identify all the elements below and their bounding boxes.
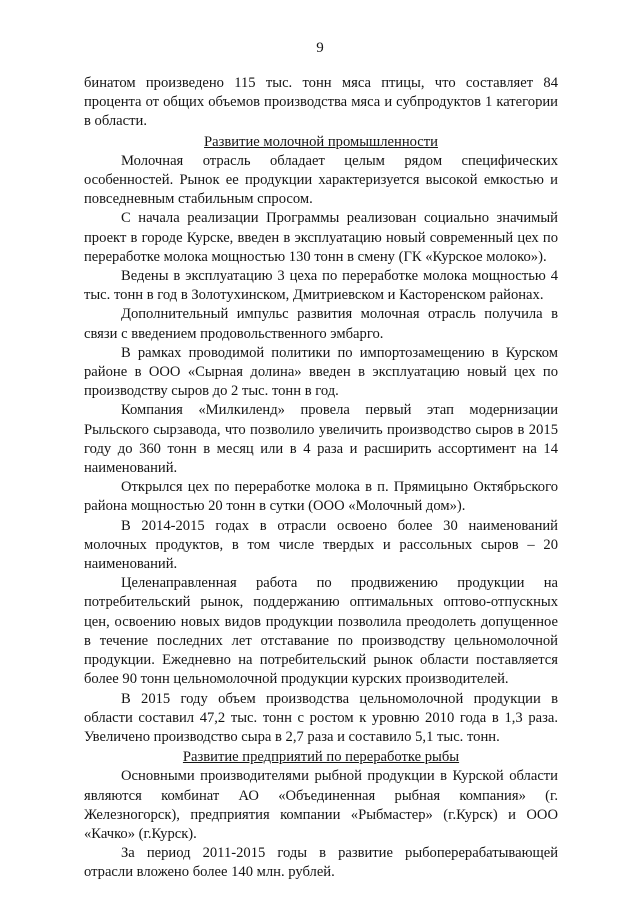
dairy-paragraph-2: С начала реализации Программы реализован социально значимый проект в городе Курске, введен в эксплуатацию новый современный цех по переработке молока мощностью 130 тонн в смену (ГК «Курское молоко»). — [84, 210, 558, 265]
dairy-paragraph-6: Компания «Милкиленд» провела первый этап модернизации Рыльского сырзавода, что позволило увеличить производство сыров в 2015 году до 360 тонн в месяц или в 4 раза и расширить ассортимент на 14 наименований. — [84, 402, 558, 477]
dairy-paragraph-5: В рамках проводимой политики по импортозамещению в Курском районе в ООО «Сырная долина» введен в эксплуатацию новый цех по производству сыров до 2 тыс. тонн в год. — [84, 344, 558, 400]
dairy-paragraph-10: В 2015 году объем производства цельномолочной продукции в области составил 47,2 тыс. тонн с ростом к уровню 2010 года в 1,3 раза. Увеличено производство сыра в 2,7 раза и составило 5,1 тыс. тонн. — [84, 690, 558, 745]
dairy-paragraph-4: Дополнительный импульс развития молочная отрасль получила в связи с введением продовольственного эмбарго. — [84, 306, 558, 342]
section-heading-fish: Развитие предприятий по переработке рыбы — [182, 749, 460, 766]
page-number: 9 — [316, 40, 324, 56]
fish-paragraph-2: За период 2011-2015 годы в развитие рыбоперерабатывающей отрасли вложено более 140 млн. рублей. — [84, 845, 558, 881]
dairy-paragraph-8: В 2014-2015 годах в отрасли освоено более 30 наименований молочных продуктов, в том числе твердых и рассольных сыров – 20 наименований. — [84, 517, 558, 573]
dairy-paragraph-7: Открылся цех по переработке молока в п. Прямицыно Октябрьского района мощностью 20 тонн в сутки (ООО «Молочный дом»). — [84, 479, 558, 515]
section-heading-dairy: Развитие молочной промышленности — [204, 133, 438, 150]
dairy-paragraph-1: Молочная отрасль обладает целым рядом специфических особенностей. Рынок ее продукции характеризуется высокой емкостью и повседневным стабильным спросом. — [84, 152, 558, 208]
page-content — [84, 74, 558, 883]
fish-paragraph-1: Основными производителями рыбной продукции в Курской области являются комбинат АО «Объединенная рыбная компания» (г. Железногорск), предприятия компании «Рыбмастер» (г.Курск) и ООО «Качко» (г.Курск). — [84, 768, 558, 842]
intro-paragraph: бинатом произведено 115 тыс. тонн мяса птицы, что составляет 84 процента от общих объемов производства мяса и субпродуктов 1 категории в области. — [84, 75, 558, 130]
dairy-paragraph-9: Целенаправленная работа по продвижению продукции на потребительский рынок, поддержанию оптимальных оптово-отпускных цен, освоению новых видов продукции позволила преодолеть допущенное в течение последних лет отставание по производству цельномолочной продукции. Ежедневно на потребительский рынок области поставляется более 90 тонн цельномолочной продукции курских производителей. — [84, 575, 558, 688]
dairy-paragraph-3: Ведены в эксплуатацию 3 цеха по переработке молока мощностью 4 тыс. тонн в год в Золотухинском, Дмитриевском и Касторенском районах. — [84, 268, 558, 304]
